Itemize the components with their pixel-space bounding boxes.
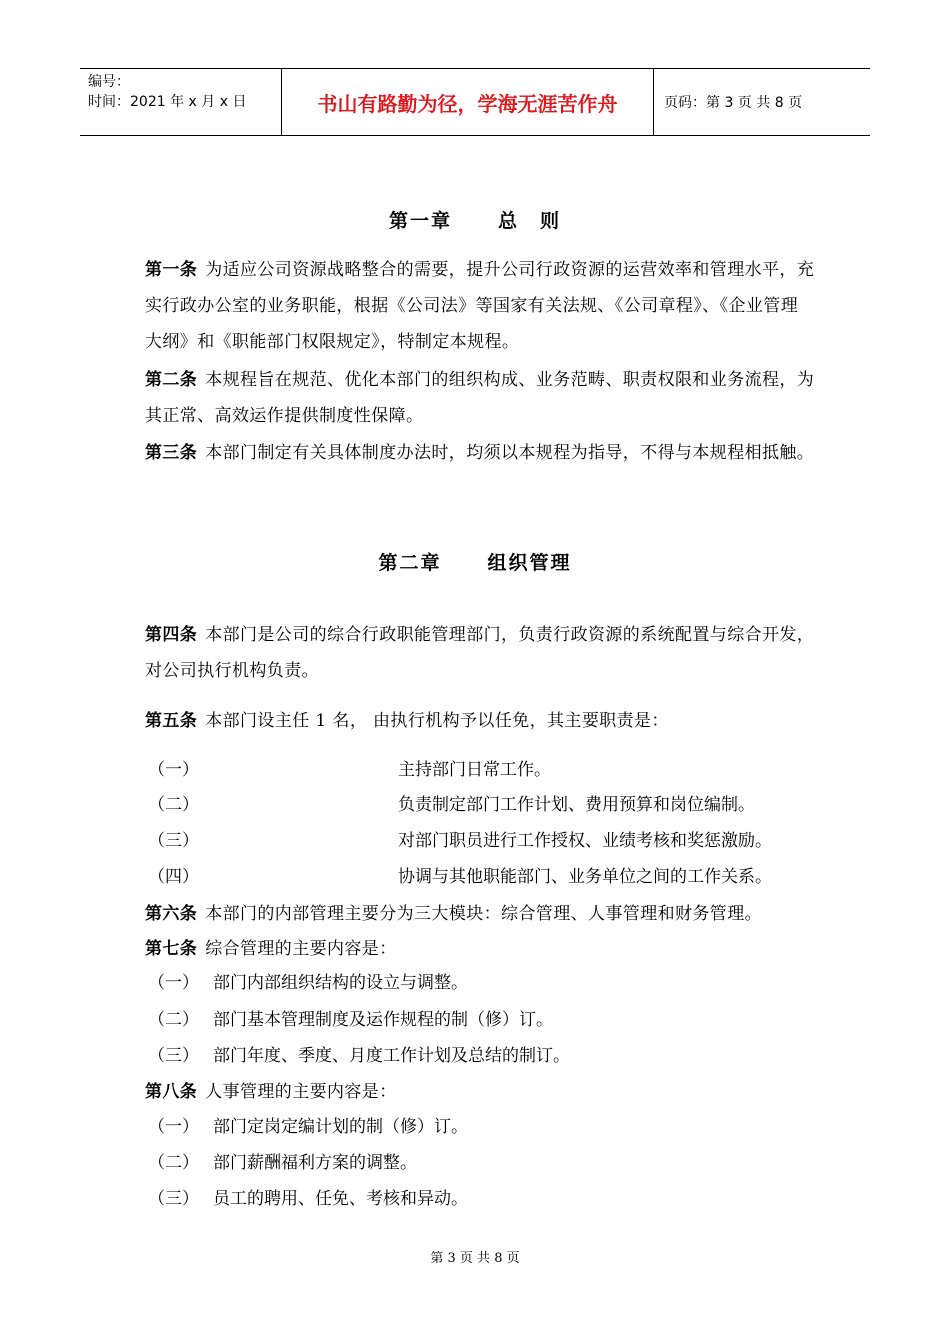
article-text: 本部门的内部管理主要分为三大模块：综合管理、人事管理和财务管理。 <box>205 904 763 924</box>
article-label: 第七条 <box>145 939 198 959</box>
header-meta <box>80 69 282 135</box>
header-time: 时间：2021 年 x 月 x 日 <box>88 94 247 110</box>
article-text: 本部门是公司的综合行政职能管理部门，负责行政资源的系统配置与综合开发，对公司执行机构负责。 <box>145 625 815 681</box>
chapter-1-title: 总 则 <box>498 210 562 232</box>
article-text: 本部门设主任 1 名， 由执行机构予以任免，其主要职责是： <box>205 711 669 731</box>
article-label: 第五条 <box>145 711 198 731</box>
duty-item: （四） 协调与其他职能部门、业务单位之间的工作关系。 <box>148 867 772 887</box>
article-label: 第四条 <box>145 625 198 645</box>
chapter-2-heading <box>0 548 950 575</box>
article-text: 本部门制定有关具体制度办法时，均须以本规程为指导，不得与本规程相抵触。 <box>205 443 815 463</box>
chapter-2-title: 组织管理 <box>487 552 572 574</box>
hr-item: （二） 部门薪酬福利方案的调整。 <box>148 1153 417 1173</box>
general-item: （二） 部门基本管理制度及运作规程的制（修）订。 <box>148 1010 553 1030</box>
header-page-info: 页码：第 3 页 共 8 页 <box>664 95 803 111</box>
article-3 <box>145 435 815 471</box>
article-text: 综合管理的主要内容是： <box>205 939 397 959</box>
chapter-1-heading <box>0 206 950 233</box>
header-motto: 书山有路勤为径，学海无涯苦作舟 <box>282 69 654 135</box>
article-label: 第八条 <box>145 1082 198 1102</box>
article-5 <box>145 703 815 739</box>
article-label: 第三条 <box>145 443 198 463</box>
general-item: （一） 部门内部组织结构的设立与调整。 <box>148 973 468 993</box>
article-2 <box>145 362 815 434</box>
article-text: 人事管理的主要内容是： <box>205 1082 397 1102</box>
article-label: 第六条 <box>145 904 198 924</box>
header-number: 编号： <box>88 74 130 90</box>
article-text: 本规程旨在规范、优化本部门的组织构成、业务范畴、职责权限和业务流程，为其正常、高效运作提供制度性保障。 <box>145 370 815 426</box>
duty-item: （三） 对部门职员进行工作授权、业绩考核和奖惩激励。 <box>148 831 772 851</box>
article-4 <box>145 617 815 689</box>
article-text: 为适应公司资源战略整合的需要，提升公司行政资源的运营效率和管理水平，充实行政办公室的业务职能，根据《公司法》等国家有关法规、《公司章程》、《企业管理大纲》和《职能部门权限规定》，特制定本规程。 <box>145 260 815 352</box>
article-1 <box>145 252 815 360</box>
article-8 <box>145 1074 815 1110</box>
duty-item: （二） 负责制定部门工作计划、费用预算和岗位编制。 <box>148 795 755 815</box>
general-item: （三） 部门年度、季度、月度工作计划及总结的制订。 <box>148 1046 570 1066</box>
article-label: 第二条 <box>145 370 198 390</box>
article-label: 第一条 <box>145 260 198 280</box>
page-header <box>80 68 870 136</box>
chapter-2-number: 第二章 <box>378 552 442 574</box>
article-7 <box>145 931 815 967</box>
hr-item: （一） 部门定岗定编计划的制（修）订。 <box>148 1117 468 1137</box>
article-6 <box>145 896 815 932</box>
chapter-1-number: 第一章 <box>388 210 452 232</box>
duty-item: （一） 主持部门日常工作。 <box>148 760 551 780</box>
hr-item: （三） 员工的聘用、任免、考核和异动。 <box>148 1189 468 1209</box>
page-footer: 第 3 页 共 8 页 <box>430 1251 520 1266</box>
